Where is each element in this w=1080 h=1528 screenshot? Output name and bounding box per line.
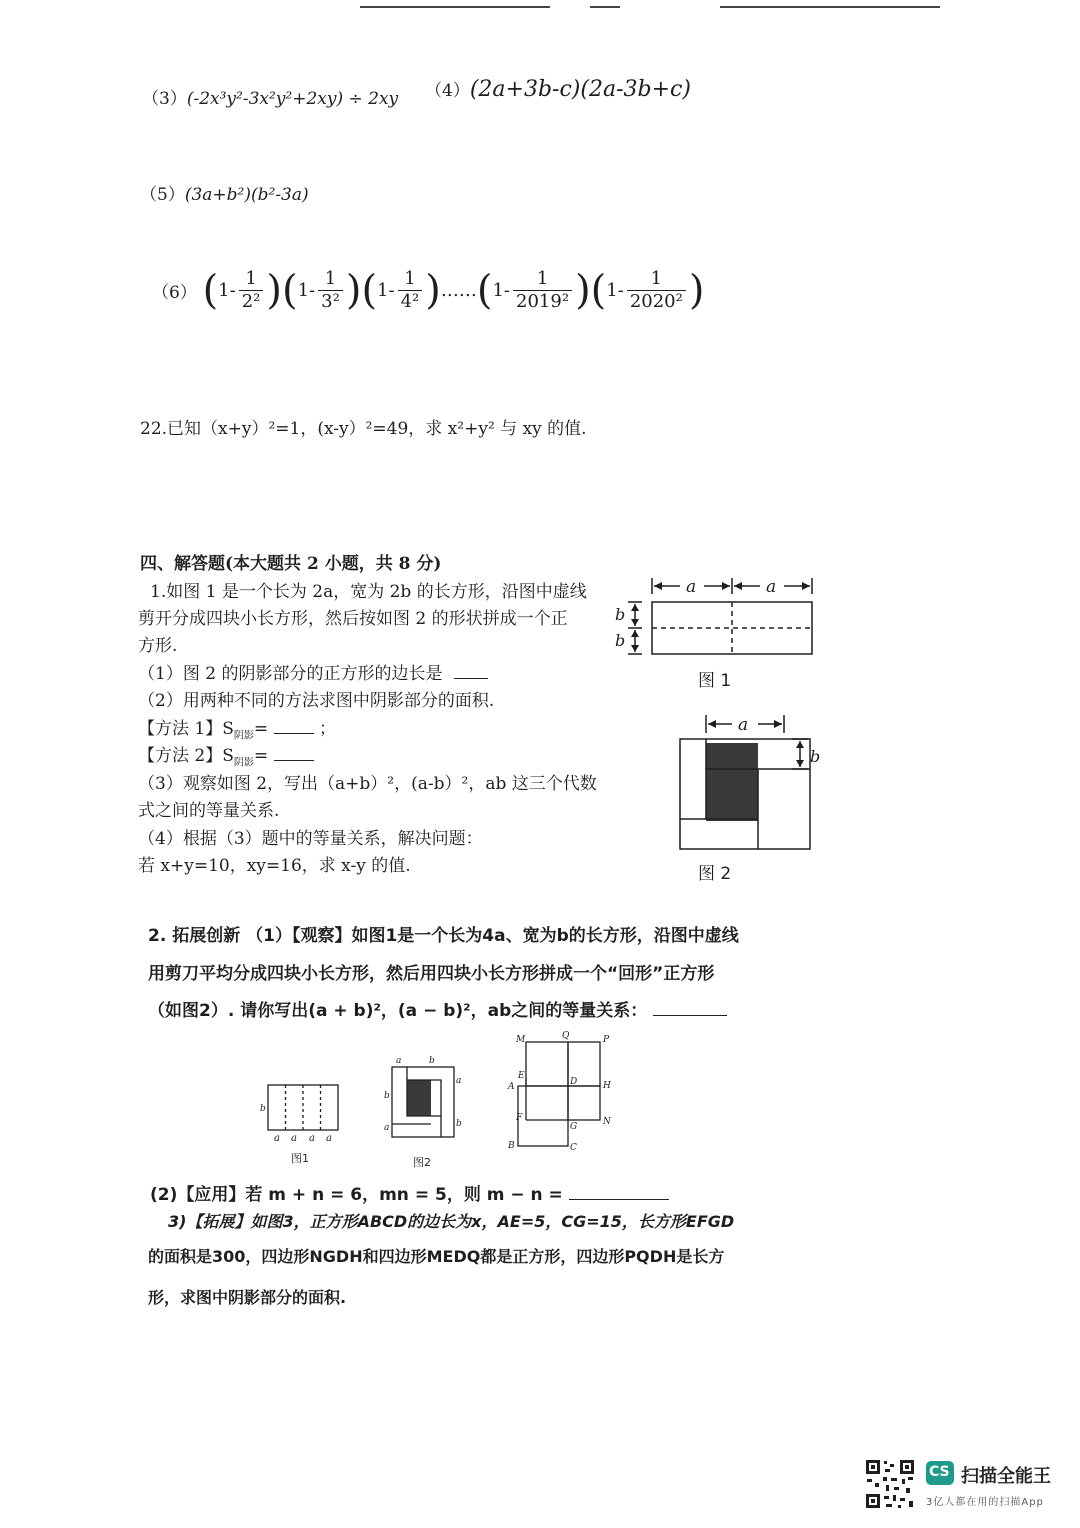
small-figure-3: [500, 1030, 620, 1160]
scanner-badge-text: CS: [929, 1464, 950, 1480]
fraction-numerator: 1: [627, 268, 686, 291]
fig1-label-a: a: [686, 577, 697, 597]
p2-line3: [148, 996, 727, 1021]
p2-q3-line: 形，求图中阴影部分的面积.: [148, 1288, 347, 1307]
arrow-head: [734, 582, 742, 590]
paren-open: (: [361, 267, 378, 314]
fig1-label-b: b: [615, 605, 626, 624]
q3-label: （3）: [142, 89, 187, 109]
figure-2: [660, 705, 840, 895]
semicolon: ；: [318, 719, 336, 739]
q22-text: 22.已知（x+y）²=1，(x-y）²=49，求 x²+y² 与 xy 的值.: [140, 419, 587, 439]
sf2-label-a: a: [384, 1123, 390, 1133]
scan-edge-mark: [720, 6, 940, 8]
shadow-subscript: 阴影: [233, 730, 254, 742]
sf1-label-a: a: [274, 1133, 280, 1144]
method1-line: [138, 714, 336, 741]
p2-q2-text: (2)【应用】若 m + n = 6，mn = 5，则 m − n =: [150, 1185, 563, 1205]
sf3-label-N: N: [603, 1117, 611, 1127]
q3-expr: (-2x³y²-3x²y²+2xy) ÷ 2xy: [186, 89, 399, 109]
figure-1: [600, 570, 840, 700]
sf1-caption: 图1: [291, 1152, 309, 1165]
q6-one: 1-: [377, 280, 395, 301]
sf1-label-a: a: [326, 1133, 332, 1144]
equals-sign: =: [253, 719, 269, 739]
p1-q4-line: （4）根据（3）题中的等量关系，解决问题：: [138, 829, 483, 849]
arrow-head: [631, 604, 639, 611]
sf3-label-C: C: [570, 1143, 577, 1153]
scan-edge-mark: [360, 6, 550, 8]
sf2-label-b: b: [384, 1091, 390, 1101]
q4-label: （4）: [425, 81, 470, 101]
sf1-label-a: a: [309, 1133, 315, 1144]
q4-expr: (2a+3b-c)(2a-3b+c): [469, 77, 691, 102]
fig1-caption: 图 1: [698, 671, 732, 691]
fig2-label-b: b: [810, 747, 821, 766]
q6-label: （6）: [152, 283, 197, 303]
small-figure-2: [380, 1052, 470, 1172]
paren-close: ): [425, 267, 441, 314]
equals-sign: =: [253, 746, 269, 766]
p2-line: 2. 拓展创新 （1）【观察】如图1是一个长为4a、宽为b的长方形，沿图中虚线: [148, 926, 739, 946]
answer-blank: [274, 746, 314, 761]
paren-open: (: [590, 267, 607, 314]
p1-q1-text: （1）图 2 的阴影部分的正方形的边长是: [138, 664, 443, 684]
sf2-label-b: b: [429, 1056, 435, 1066]
q6-one: 1-: [297, 280, 316, 301]
method2-line: [138, 741, 314, 768]
scanner-slogan: 3亿人都在用的扫描App: [926, 1497, 1044, 1508]
sf3-label-B: B: [508, 1141, 515, 1151]
arrow-head: [708, 720, 716, 728]
fraction: [318, 268, 343, 313]
q6-expression: [152, 268, 704, 313]
fraction-denominator: 2020²: [629, 291, 683, 312]
sf3-label-Q: Q: [562, 1031, 570, 1041]
q5-expr: (3a+b²)(b²-3a): [184, 185, 309, 205]
paren-open: (: [202, 267, 219, 314]
p2-q2: [150, 1180, 669, 1205]
sf3-square-MEDQ: [526, 1042, 568, 1086]
p2-line: 用剪刀平均分成四块小长方形，然后用四块小长方形拼成一个“回形”正方形: [148, 964, 715, 984]
fraction-numerator: 1: [513, 268, 572, 291]
method1-label: 【方法 1】S: [138, 719, 234, 739]
sf3-label-A: A: [508, 1082, 515, 1092]
shadow-subscript: 阴影: [233, 757, 254, 769]
fig1-label-b: b: [615, 631, 626, 650]
qr-code-icon: [864, 1458, 916, 1510]
p1-line: 方形.: [138, 636, 178, 656]
sf3-label-P: P: [603, 1035, 610, 1045]
answer-blank: [454, 664, 488, 679]
paren-close: ): [345, 267, 362, 314]
sf3-label-H: H: [603, 1081, 611, 1091]
sf3-square-NGDH: [568, 1086, 600, 1120]
sf2-label-a: a: [396, 1056, 402, 1066]
p1-line: 剪开分成四块小长方形，然后按如图 2 的形状拼成一个正: [138, 609, 568, 629]
arrow-head: [796, 741, 804, 748]
fraction-denominator: 3²: [321, 291, 340, 312]
scanner-app-name: 扫描全能王: [961, 1466, 1051, 1487]
sf2-shaded-square: [407, 1080, 431, 1116]
sf3-label-E: E: [518, 1071, 525, 1081]
fraction-denominator: 2019²: [516, 291, 570, 312]
sf3-label-M: M: [516, 1035, 526, 1045]
q6-one: 1-: [606, 280, 624, 301]
fig2-label-a: a: [738, 715, 749, 735]
shaded-square: [706, 743, 758, 821]
p1-line: 1.如图 1 是一个长为 2a，宽为 2b 的长方形，沿图中虚线: [150, 582, 587, 602]
fig1-label-a: a: [766, 577, 777, 597]
sf2-caption: 图2: [413, 1156, 431, 1169]
answer-blank: [274, 719, 314, 734]
sf3-label-D: D: [570, 1077, 578, 1087]
p1-q4-line: 若 x+y=10，xy=16，求 x-y 的值.: [138, 856, 411, 876]
sf1-label-b: b: [260, 1104, 266, 1114]
small-figure-1: [258, 1080, 348, 1170]
p1-q1: [138, 659, 488, 684]
fraction: [239, 268, 264, 313]
fraction: [513, 268, 572, 313]
p2-q3-line: 3)【拓展】如图3，正方形ABCD的边长为x，AE=5，CG=15，长方形EFGD: [168, 1212, 735, 1231]
arrow-head: [631, 630, 639, 637]
section4-heading: 四、解答题(本大题共 2 小题，共 8 分): [140, 554, 442, 574]
fraction-numerator: 1: [398, 268, 423, 291]
arrow-head: [631, 619, 639, 626]
arrow-head: [654, 582, 662, 590]
paren-open: (: [282, 267, 298, 314]
q4-expression: [425, 76, 691, 102]
p2-line3-text: （如图2）. 请你写出(a + b)²，(a − b)²，ab之间的等量关系：: [148, 1001, 648, 1021]
q5-label: （5）: [140, 185, 185, 205]
sf2-label-b: b: [456, 1119, 462, 1129]
fraction-denominator: 2²: [241, 291, 261, 312]
q5-expression: [140, 180, 309, 205]
sf2-label-a: a: [456, 1076, 462, 1086]
answer-blank: [569, 1185, 669, 1200]
sf1-label-a: a: [291, 1133, 297, 1144]
q6-ellipsis: ……: [440, 280, 477, 301]
q6-one: 1-: [218, 280, 236, 301]
fraction-numerator: 1: [318, 268, 343, 291]
fraction: [398, 268, 423, 313]
sf3-label-G: G: [570, 1122, 578, 1132]
fraction-denominator: 4²: [400, 291, 420, 312]
arrow-head: [774, 720, 782, 728]
method2-label: 【方法 2】S: [138, 746, 234, 766]
fraction: [627, 268, 686, 313]
paren-close: ): [266, 267, 282, 314]
scan-edge-mark: [590, 6, 620, 8]
paren-close: ): [575, 267, 591, 314]
paren-close: ): [688, 267, 705, 314]
paren-open: (: [476, 267, 493, 314]
arrow-head: [631, 645, 639, 652]
arrow-head: [722, 582, 730, 590]
answer-blank: [653, 1001, 727, 1016]
fraction-numerator: 1: [239, 268, 264, 291]
q3-expression: [142, 84, 398, 109]
fig2-caption: 图 2: [698, 864, 732, 884]
arrow-head: [802, 582, 810, 590]
p2-q3-line: 的面积是300，四边形NGDH和四边形MEDQ都是正方形，四边形PQDH是长方: [148, 1247, 725, 1266]
p1-q2: （2）用两种不同的方法求图中阴影部分的面积.: [138, 691, 495, 711]
arrow-head: [796, 760, 804, 767]
sf3-label-F: F: [516, 1113, 523, 1123]
p1-q3-line: 式之间的等量关系.: [138, 801, 280, 821]
q6-one: 1-: [492, 280, 511, 301]
p1-q3-line: （3）观察如图 2，写出（a+b）²，(a-b）²，ab 这三个代数: [138, 774, 597, 794]
